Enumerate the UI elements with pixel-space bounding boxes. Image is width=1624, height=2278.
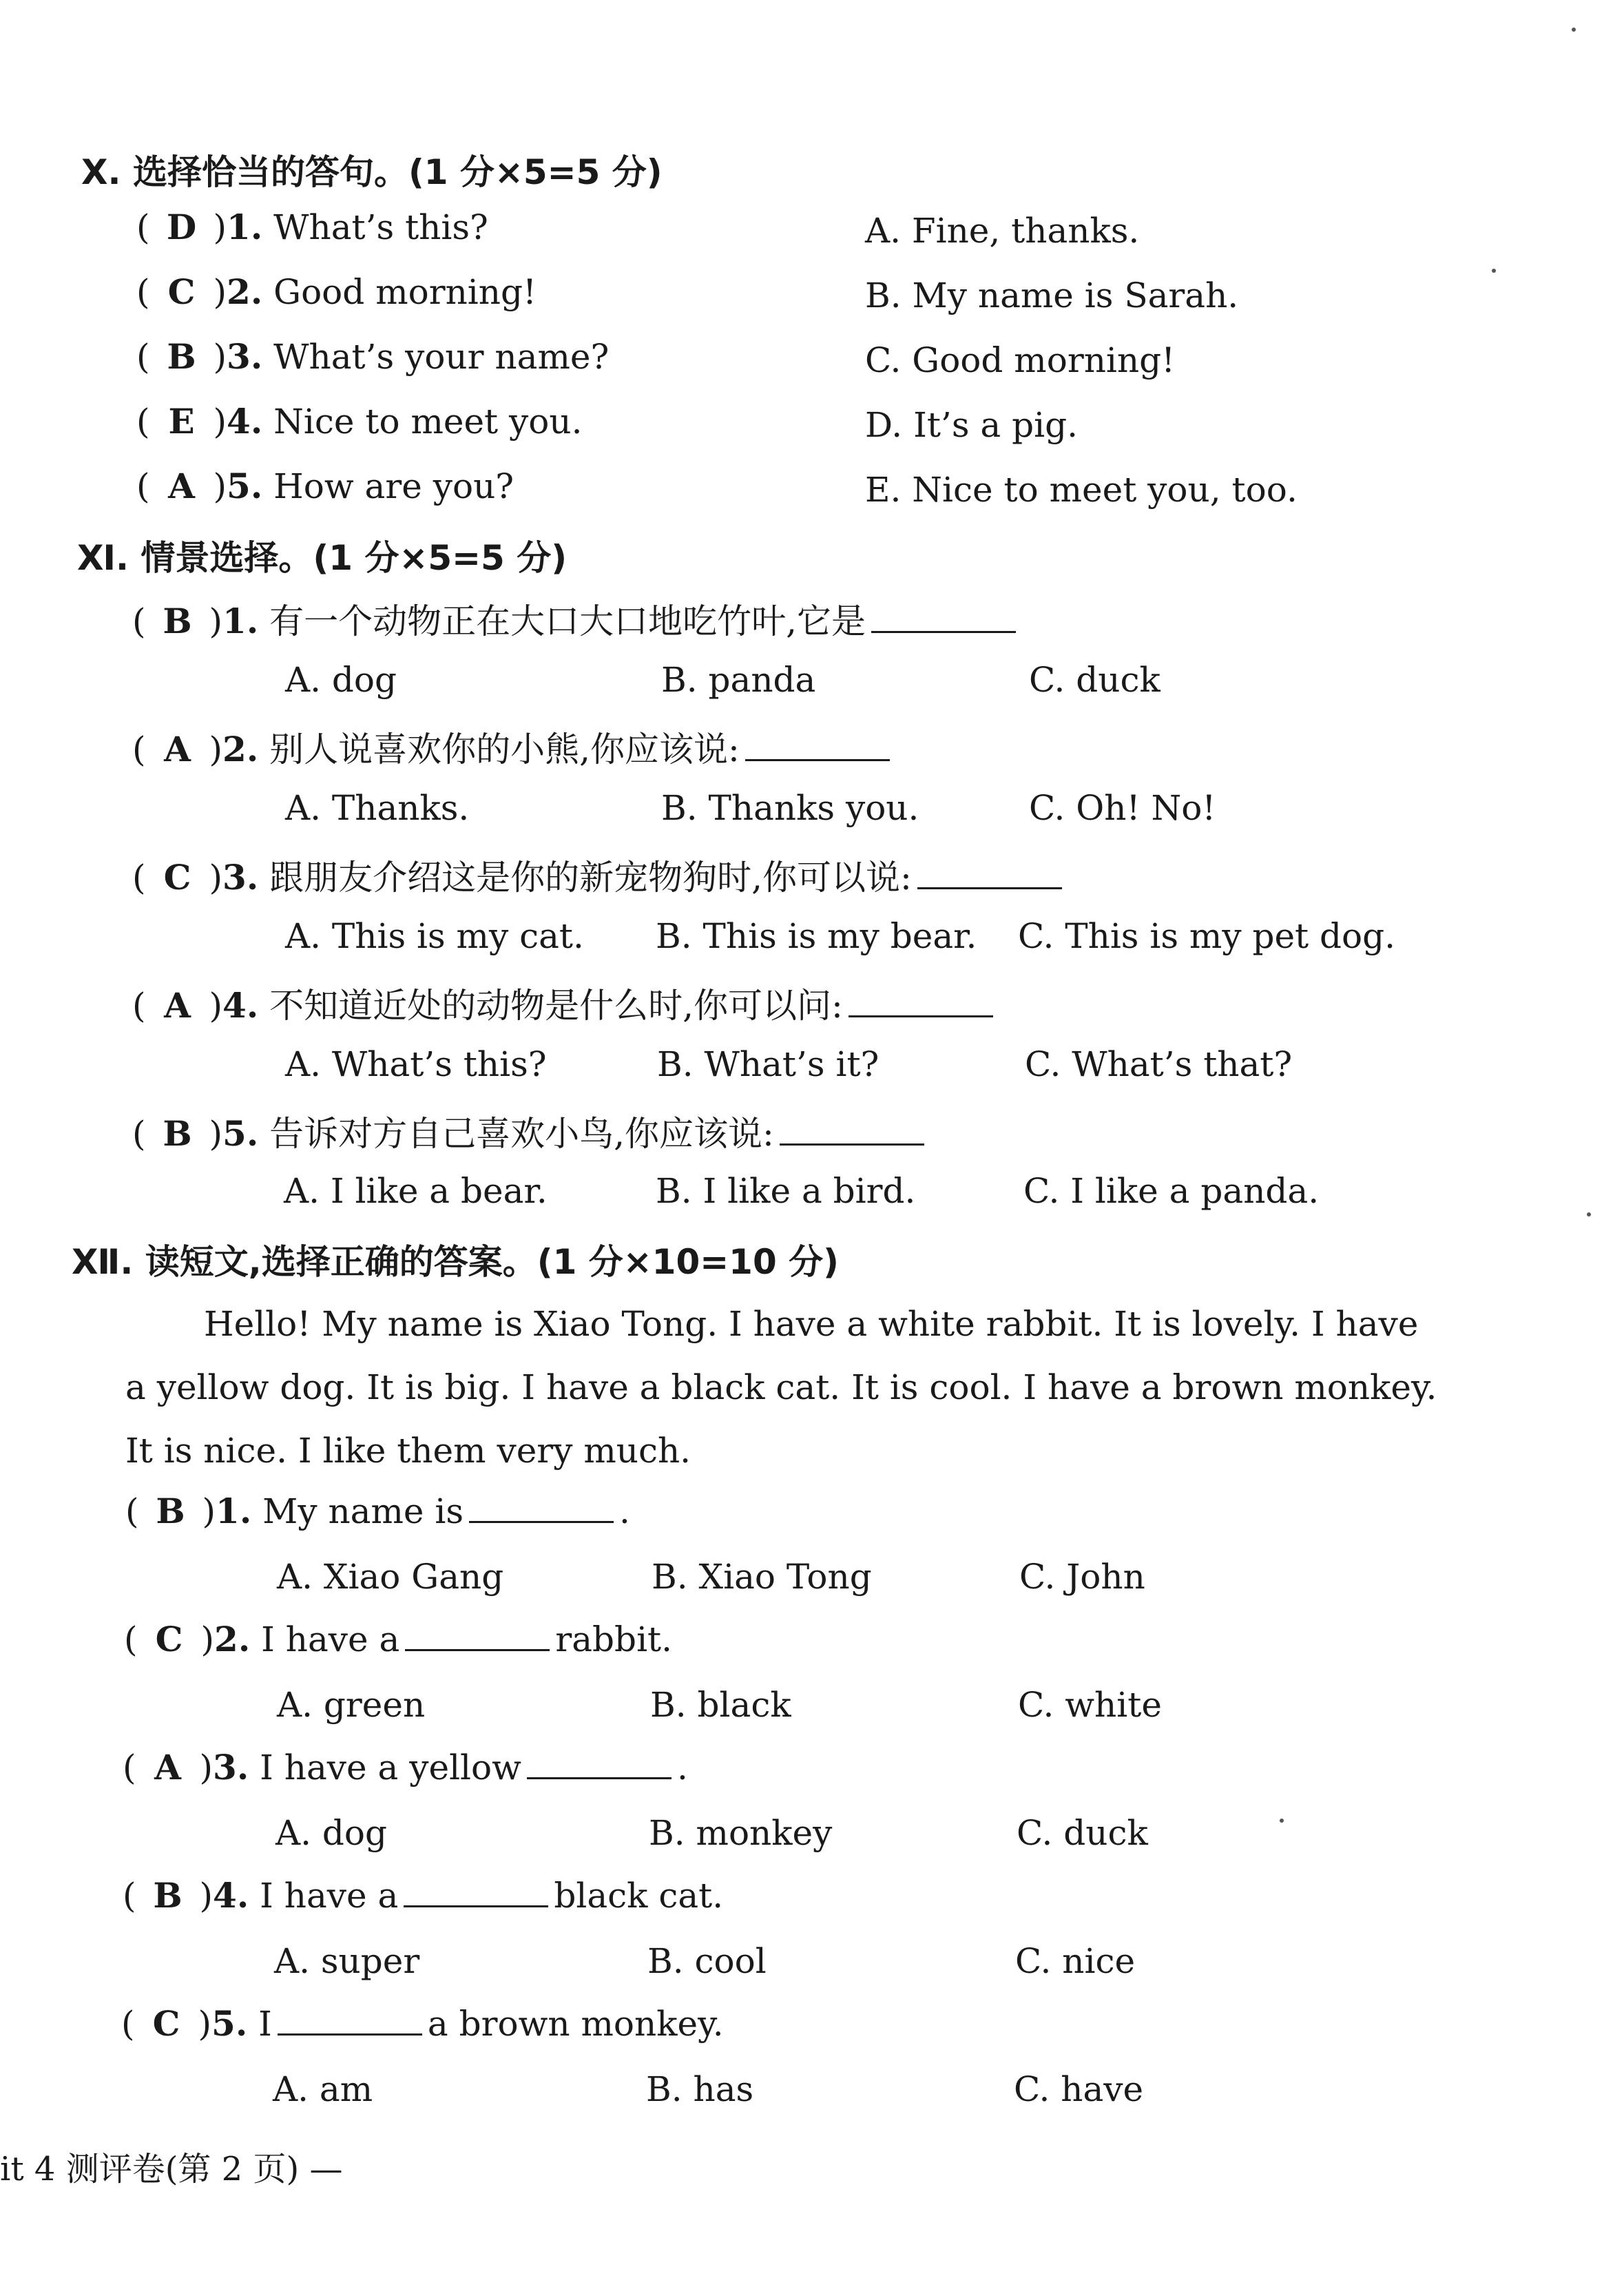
question-text-end: . xyxy=(619,1491,630,1531)
question-number: 4. xyxy=(213,1875,249,1916)
scan-speck xyxy=(1280,1819,1284,1823)
answer: B xyxy=(163,1113,192,1154)
s12-q1-option-c: C. John xyxy=(1019,1557,1145,1597)
question-text: 别人说喜欢你的小熊,你应该说: xyxy=(269,729,740,769)
question-text-end: black cat. xyxy=(554,1876,724,1916)
answer: A xyxy=(154,1747,181,1788)
passage-line-1: Hello! My name is Xiao Tong. I have a white rabbit. It is lovely. I have xyxy=(204,1304,1419,1344)
answer: C xyxy=(152,2003,180,2044)
s12-q4-option-c: C. nice xyxy=(1015,1941,1136,1981)
page-footer: it 4 测评卷(第 2 页) — xyxy=(0,2150,343,2188)
s12-q3-option-c: C. duck xyxy=(1017,1813,1148,1853)
s12-question-2: ( C )2. I have a rabbit. xyxy=(124,1619,673,1659)
section-11-title: Ⅺ. 情景选择。(1 分×5=5 分) xyxy=(77,538,568,578)
scan-speck xyxy=(1572,28,1576,32)
s12-q2-option-a: A. green xyxy=(277,1685,426,1725)
answer-blank xyxy=(527,1750,672,1779)
question-text: What’s this? xyxy=(273,207,488,247)
question-text: I have a xyxy=(261,1619,400,1659)
s10-option-b: B. My name is Sarah. xyxy=(865,276,1239,315)
s10-question-4: ( E )4. Nice to meet you. xyxy=(136,401,583,442)
s12-q4-option-a: A. super xyxy=(274,1941,420,1981)
question-number: 1. xyxy=(227,207,263,247)
question-text: My name is xyxy=(262,1491,464,1531)
question-text-end: a brown monkey. xyxy=(427,2004,724,2044)
s12-q5-option-b: B. has xyxy=(646,2069,754,2109)
answer: B xyxy=(167,336,196,377)
question-text: 告诉对方自己喜欢小鸟,你应该说: xyxy=(269,1114,774,1154)
s12-question-4: ( B )4. I have a black cat. xyxy=(123,1875,724,1916)
s12-q4-option-b: B. cool xyxy=(647,1941,767,1981)
s10-question-1: ( D )1. What’s this? xyxy=(136,207,488,247)
s11-question-3: ( C )3. 跟朋友介绍这是你的新宠物狗时,你可以说: xyxy=(132,850,1068,900)
s12-q1-option-b: B. Xiao Tong xyxy=(652,1557,872,1597)
s12-question-5: ( C )5. I a brown monkey. xyxy=(121,2003,724,2044)
question-number: 5. xyxy=(222,1113,259,1154)
section-10-title: Ⅹ. 选择恰当的答句。(1 分×5=5 分) xyxy=(81,152,663,192)
answer: D xyxy=(166,207,197,247)
answer: B xyxy=(163,601,192,641)
s10-question-3: ( B )3. What’s your name? xyxy=(136,336,610,377)
question-text: 有一个动物正在大口大口地吃竹叶,它是 xyxy=(269,601,866,641)
question-text-end: . xyxy=(676,1748,688,1788)
s12-q5-option-a: A. am xyxy=(273,2069,373,2109)
question-text: Good morning! xyxy=(273,272,537,312)
answer: B xyxy=(156,1491,185,1531)
question-number: 1. xyxy=(216,1491,252,1531)
passage-line-3: It is nice. I like them very much. xyxy=(125,1431,691,1471)
answer: C xyxy=(167,271,196,312)
question-number: 2. xyxy=(222,729,259,769)
s12-q2-option-b: B. black xyxy=(650,1685,791,1725)
answer: C xyxy=(155,1619,183,1659)
question-text: Nice to meet you. xyxy=(273,402,583,442)
question-text: I have a yellow xyxy=(260,1748,521,1788)
s11-q5-option-b: B. I like a bird. xyxy=(656,1171,916,1211)
answer-blank xyxy=(917,860,1062,889)
s10-question-2: ( C )2. Good morning! xyxy=(136,271,537,312)
question-number: 3. xyxy=(213,1747,249,1788)
answer-blank xyxy=(469,1493,614,1523)
answer-blank xyxy=(849,988,993,1017)
s11-q1-option-a: A. dog xyxy=(285,660,397,700)
answer-blank xyxy=(278,2006,422,2036)
question-text: I xyxy=(258,2004,272,2044)
s11-question-4: ( A )4. 不知道近处的动物是什么时,你可以问: xyxy=(132,978,999,1028)
s12-q2-option-c: C. white xyxy=(1018,1685,1162,1725)
answer: A xyxy=(168,466,195,506)
s11-q2-option-a: A. Thanks. xyxy=(285,788,470,828)
s11-q3-option-c: C. This is my pet dog. xyxy=(1018,916,1396,956)
s12-q3-option-b: B. monkey xyxy=(649,1813,833,1853)
s12-q3-option-a: A. dog xyxy=(275,1813,388,1853)
question-text-end: rabbit. xyxy=(555,1619,673,1659)
s12-q1-option-a: A. Xiao Gang xyxy=(277,1557,504,1597)
s11-q1-option-b: B. panda xyxy=(661,660,816,700)
s11-q2-option-c: C. Oh! No! xyxy=(1029,788,1216,828)
answer-blank xyxy=(871,603,1016,633)
question-text: 跟朋友介绍这是你的新宠物狗时,你可以说: xyxy=(269,858,912,898)
question-number: 5. xyxy=(211,2003,248,2044)
question-number: 3. xyxy=(227,336,263,377)
question-number: 2. xyxy=(227,271,263,312)
s11-q3-option-a: A. This is my cat. xyxy=(285,916,584,956)
s11-q4-option-a: A. What’s this? xyxy=(285,1044,547,1084)
s10-option-c: C. Good morning! xyxy=(865,340,1176,380)
answer-blank xyxy=(745,732,890,761)
s11-question-5: ( B )5. 告诉对方自己喜欢小鸟,你应该说: xyxy=(132,1106,930,1156)
answer: C xyxy=(163,857,191,898)
scan-speck xyxy=(1492,269,1496,273)
question-number: 3. xyxy=(222,857,259,898)
section-12-title: Ⅻ. 读短文,选择正确的答案。(1 分×10=10 分) xyxy=(72,1242,839,1282)
question-number: 1. xyxy=(222,601,259,641)
question-text: How are you? xyxy=(273,466,514,506)
answer-blank xyxy=(404,1878,548,1907)
s11-question-1: ( B )1. 有一个动物正在大口大口地吃竹叶,它是 xyxy=(132,594,1021,643)
s12-q5-option-c: C. have xyxy=(1014,2069,1144,2109)
s11-q4-option-c: C. What’s that? xyxy=(1025,1044,1293,1084)
scan-speck xyxy=(1587,1212,1591,1216)
s12-question-1: ( B )1. My name is . xyxy=(125,1491,630,1531)
answer: A xyxy=(164,729,191,769)
answer: A xyxy=(164,985,191,1026)
s10-question-5: ( A )5. How are you? xyxy=(136,466,514,506)
s11-q1-option-c: C. duck xyxy=(1029,660,1160,700)
question-number: 2. xyxy=(214,1619,251,1659)
s11-q5-option-c: C. I like a panda. xyxy=(1023,1171,1320,1211)
s11-q2-option-b: B. Thanks you. xyxy=(661,788,919,828)
s10-option-e: E. Nice to meet you, too. xyxy=(865,470,1298,510)
answer: E xyxy=(168,401,195,442)
passage-line-2: a yellow dog. It is big. I have a black cat. It is cool. I have a brown monkey. xyxy=(125,1367,1437,1407)
question-number: 4. xyxy=(227,401,263,442)
s11-q4-option-b: B. What’s it? xyxy=(657,1044,879,1084)
question-number: 5. xyxy=(227,466,263,506)
question-text: I have a xyxy=(260,1876,399,1916)
question-text: 不知道近处的动物是什么时,你可以问: xyxy=(269,986,843,1026)
s10-option-a: A. Fine, thanks. xyxy=(865,211,1140,251)
s11-q3-option-b: B. This is my bear. xyxy=(656,916,977,956)
question-number: 4. xyxy=(222,985,259,1026)
s12-question-3: ( A )3. I have a yellow . xyxy=(123,1747,688,1788)
s11-q5-option-a: A. I like a bear. xyxy=(284,1171,548,1211)
answer-blank xyxy=(780,1116,924,1146)
s11-question-2: ( A )2. 别人说喜欢你的小熊,你应该说: xyxy=(132,722,895,772)
answer: B xyxy=(153,1875,183,1916)
s10-option-d: D. It’s a pig. xyxy=(865,405,1078,445)
answer-blank xyxy=(405,1622,550,1651)
question-text: What’s your name? xyxy=(273,337,610,377)
